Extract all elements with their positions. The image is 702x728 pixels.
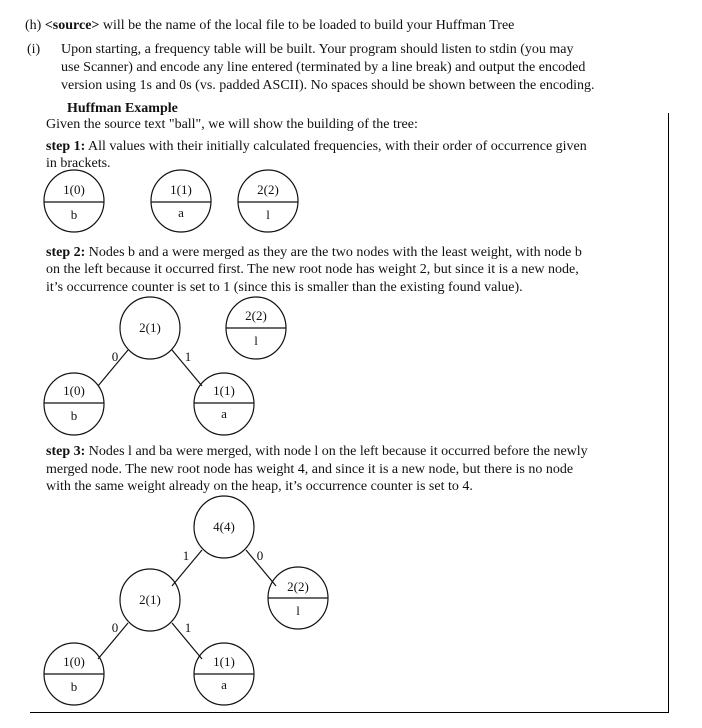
root-node [194, 496, 254, 558]
source-arg: <source> [44, 18, 100, 33]
edge-label: 1 [184, 620, 192, 635]
step-line: All values with their initially calculated frequencies, with their order of occurrence given [85, 139, 587, 154]
node-label: a [178, 205, 184, 220]
leaf-node-b [44, 170, 104, 232]
item-text: use Scanner) and encode any line entered (terminated by a line break) and output the encoded [61, 60, 586, 75]
step-label: step 2: [46, 245, 86, 260]
step-line: Nodes l and ba were merged, with node l on the left because it occurred before the newly [85, 444, 588, 459]
item-text: Upon starting, a frequency table will be built. Your program should listen to stdin (you may [61, 42, 574, 57]
node-label: 1(0) [63, 654, 85, 669]
node-label: 2(2) [245, 308, 267, 323]
edge-label: 0 [111, 349, 119, 364]
node-label: a [221, 677, 227, 692]
edge-label: 0 [111, 620, 119, 635]
node-label: 2(2) [287, 579, 309, 594]
node-label: l [266, 207, 270, 222]
item-text: version using 1s and 0s (vs. padded ASCII). No spaces should be shown between the encoding. [61, 78, 595, 93]
step-line: in brackets. [46, 156, 111, 171]
node-label: 4(4) [213, 519, 235, 534]
node-label: 1(0) [63, 383, 85, 398]
node-label: 1(1) [170, 182, 192, 197]
internal-node-ba [120, 569, 180, 631]
node-label: 1(1) [213, 654, 235, 669]
edge-label: 1 [182, 548, 190, 563]
node-label: b [70, 679, 78, 694]
step-line: merged node. The new root node has weight 4, and since it is a new node, but there is no node [46, 462, 574, 477]
example-intro: Given the source text "ball", we will show the building of the tree: [46, 117, 418, 132]
item-text: will be the name of the local file to be loaded to build your Huffman Tree [99, 18, 515, 33]
leaf-node-a [194, 373, 254, 435]
item-marker: (i) [27, 42, 41, 57]
frame-right-border [668, 113, 669, 713]
step-label: step 3: [46, 444, 86, 459]
leaf-node-b [44, 643, 104, 705]
node-label: l [254, 333, 258, 348]
leaf-node-l [268, 567, 328, 629]
leaf-node-l [238, 170, 298, 232]
node-label: b [70, 207, 78, 222]
node-label: 2(1) [139, 592, 161, 607]
frame-bottom-border [30, 712, 669, 713]
node-label: 1(1) [213, 383, 235, 398]
node-label: b [70, 408, 78, 423]
edge-label: 1 [184, 349, 192, 364]
step-line: it’s occurrence counter is set to 1 (since this is smaller than the existing found value). [46, 280, 523, 295]
example-title: Huffman Example [67, 101, 178, 116]
node-label: a [221, 406, 227, 421]
internal-node-ba [120, 297, 180, 359]
node-label: 1(0) [63, 182, 85, 197]
leaf-node-b [44, 373, 104, 435]
step-line: on the left because it occurred first. The new root node has weight 2, but since it is a new node, [46, 262, 579, 277]
edge-label: 0 [256, 548, 264, 563]
leaf-node-l [226, 297, 286, 359]
leaf-node-a [194, 643, 254, 705]
leaf-node-a [151, 170, 211, 232]
node-label: 2(1) [139, 320, 161, 335]
node-label: 2(2) [257, 182, 279, 197]
item-marker: (h) [25, 18, 42, 33]
step-line: Nodes b and a were merged as they are the two nodes with the least weight, with node b [85, 245, 582, 260]
step-label: step 1: [46, 139, 86, 154]
step-line: with the same weight already on the heap, it’s occurrence counter is set to 4. [46, 479, 473, 494]
node-label: l [296, 603, 300, 618]
